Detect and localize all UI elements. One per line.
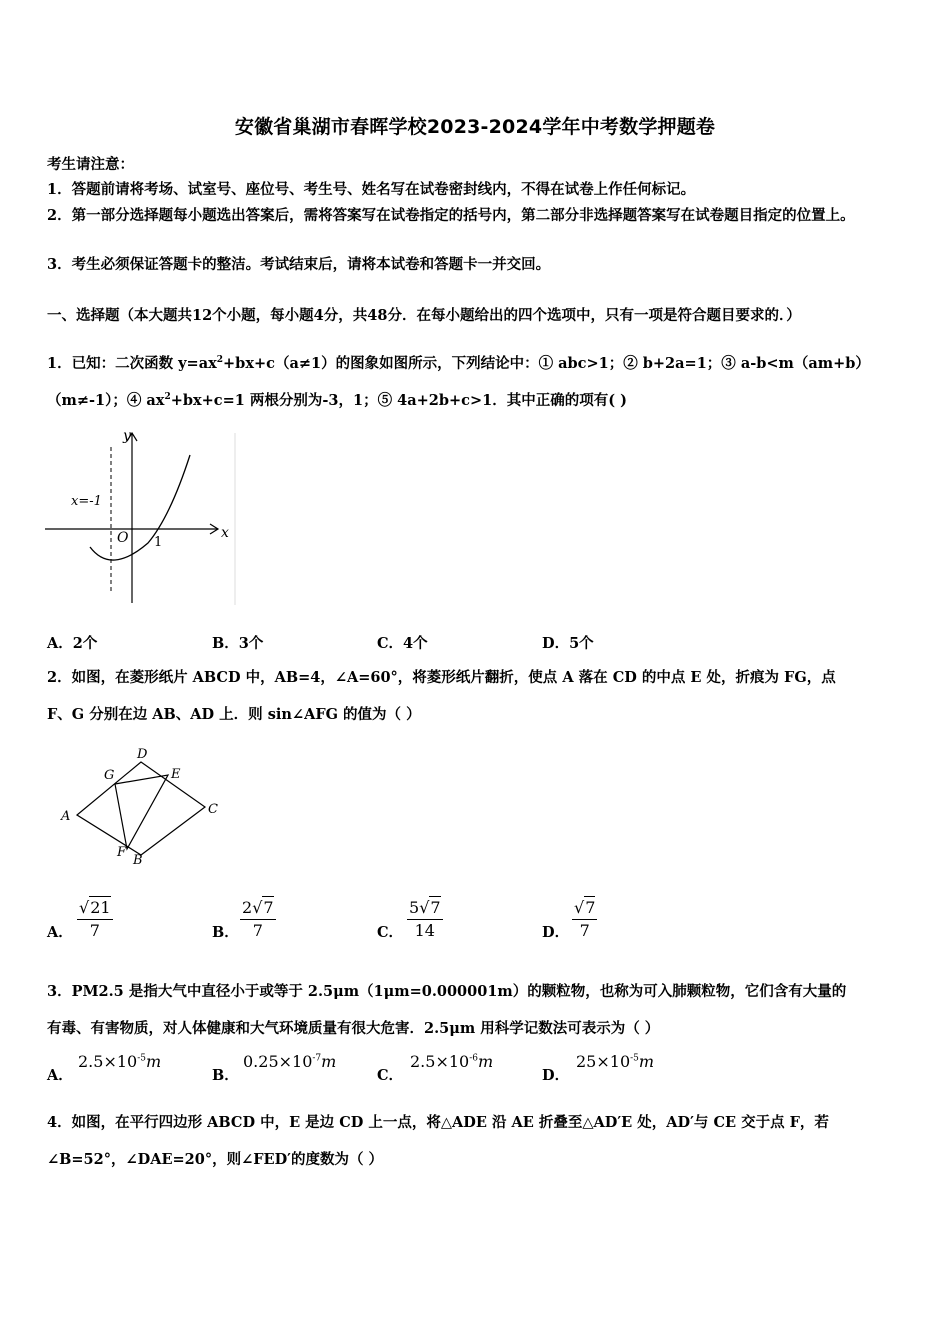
- q3-option-b-value[interactable]: $0.25\times 10^{-7}m$: [243, 1052, 337, 1071]
- q1-exponent-2: 2: [164, 392, 171, 403]
- q2-option-c-fraction[interactable]: $\frac{5√7}{14}$: [409, 898, 441, 940]
- symmetry-axis-label: x=-1: [71, 494, 102, 509]
- q2-stem-line1: 2．如图，在菱形纸片 ABCD 中，AB=4，∠A=60°，将菱形纸片翻折，使点 A 落在 CD 的中点 E 处，折痕为 FG，点: [47, 669, 836, 686]
- q1-stem-line2-a: （m≠-1）；④ ax: [47, 392, 165, 409]
- q3-stem-line1: 3．PM2.5 是指大气中直径小于或等于 2.5μm（1μm=0.000001m）的颗粒物，也称为可入肺颗粒物，它们含有大量的: [47, 983, 847, 1000]
- point-d-label: D: [137, 747, 148, 762]
- point-g-label: G: [104, 768, 115, 783]
- q1-stem-line1-a: 1．已知：二次函数 y=ax: [47, 355, 217, 372]
- q1-parabola-graph: [40, 425, 245, 610]
- point-a-label: A: [61, 809, 71, 824]
- notice-heading: 考生请注意：: [47, 156, 134, 173]
- q1-exponent: 2: [216, 355, 224, 366]
- q2-stem-line2: F、G 分别在边 AB、AD 上．则 sin∠AFG 的值为（ ）: [47, 706, 421, 723]
- point-c-label: C: [208, 802, 218, 817]
- q3-option-b-label[interactable]: B．: [212, 1067, 239, 1084]
- q1-option-b[interactable]: B．3个: [212, 635, 264, 652]
- page-title: 安徽省巢湖市春晖学校2023-2024学年中考数学押题卷: [234, 116, 716, 138]
- q2-option-d-label[interactable]: D．: [542, 924, 570, 941]
- denominator: 14: [414, 921, 435, 940]
- q2-rhombus-figure: [55, 745, 230, 870]
- q1-option-d[interactable]: D．5个: [542, 635, 594, 652]
- q3-option-c-label[interactable]: C．: [377, 1067, 404, 1084]
- radicand: 21: [90, 898, 111, 917]
- q2-option-b-fraction[interactable]: $\frac{2√7}{7}$: [242, 898, 274, 940]
- q2-option-a-fraction[interactable]: $\frac{√21}{7}$: [79, 898, 111, 940]
- rhombus-abcd: [77, 762, 205, 855]
- q1-stem-line2-b: +bx+c=1 两根分别为-3，1；⑤ 4a+2b+c>1．其中正确的项有( ): [170, 392, 627, 409]
- q2-option-a-label[interactable]: A．: [47, 924, 73, 941]
- q1-option-c[interactable]: C．4个: [377, 635, 428, 652]
- q4-stem-line1: 4．如图，在平行四边形 ABCD 中，E 是边 CD 上一点，将△ADE 沿 AE 折叠至△AD′E 处，AD′与 CE 交于点 F，若: [47, 1114, 829, 1131]
- notice-item-1: 1．答题前请将考场、试室号、座位号、考生号、姓名写在试卷密封线内，不得在试卷上作任何标记。: [47, 181, 696, 198]
- notice-item-2: 2．第一部分选择题每小题选出答案后，需将答案写在试卷指定的括号内，第二部分非选择题答案写在试卷题目指定的位置上。: [47, 207, 855, 224]
- radicand: 7: [430, 898, 441, 917]
- denominator: 7: [89, 921, 100, 940]
- x-axis-label: x: [221, 525, 229, 541]
- point-e-label: E: [171, 767, 181, 782]
- radicand: 7: [263, 898, 274, 917]
- q1-option-a[interactable]: A．2个: [47, 635, 98, 652]
- parabola-curve: [90, 455, 190, 560]
- section-heading: 一、选择题（本大题共12个小题，每小题4分，共48分．在每小题给出的四个选项中，只有一项是符合题目要求的．）: [47, 307, 801, 324]
- fold-triangle: [115, 775, 168, 849]
- q2-option-d-fraction[interactable]: $\frac{√7}{7}$: [574, 898, 596, 940]
- q1-stem-line1-b: +bx+c（a≠1）的图象如图所示，下列结论中：① abc>1；② b+2a=1；③ a-b<m（am+b）: [223, 355, 870, 372]
- q2-option-c-label[interactable]: C．: [377, 924, 404, 941]
- q3-option-d-value[interactable]: $25\times 10^{-5}m$: [576, 1052, 655, 1071]
- y-axis-label: y: [123, 428, 131, 444]
- q3-option-c-value[interactable]: $2.5\times 10^{-6}m$: [410, 1052, 494, 1071]
- q3-option-a-label[interactable]: A．: [47, 1067, 73, 1084]
- q3-stem-line2: 有毒、有害物质，对人体健康和大气环境质量有很大危害．2.5μm 用科学记数法可表示为（ ）: [47, 1020, 660, 1037]
- q1-stem-line2: [47, 389, 907, 410]
- q4-stem-line2: ∠B=52°，∠DAE=20°，则∠FED′的度数为（ ）: [47, 1151, 384, 1168]
- x-intercept-label: 1: [154, 535, 163, 550]
- radicand: 7: [585, 898, 596, 917]
- origin-label: O: [117, 530, 129, 546]
- point-f-label: F: [117, 845, 127, 860]
- q1-stem-line1: [47, 352, 907, 373]
- q3-option-a-value[interactable]: $2.5\times 10^{-5}m$: [78, 1052, 162, 1071]
- q3-option-d-label[interactable]: D．: [542, 1067, 570, 1084]
- denominator: 7: [579, 921, 590, 940]
- q2-option-b-label[interactable]: B．: [212, 924, 239, 941]
- denominator: 7: [252, 921, 263, 940]
- point-b-label: B: [133, 853, 143, 868]
- notice-item-3: 3．考生必须保证答题卡的整洁。考试结束后，请将本试卷和答题卡一并交回。: [47, 256, 551, 273]
